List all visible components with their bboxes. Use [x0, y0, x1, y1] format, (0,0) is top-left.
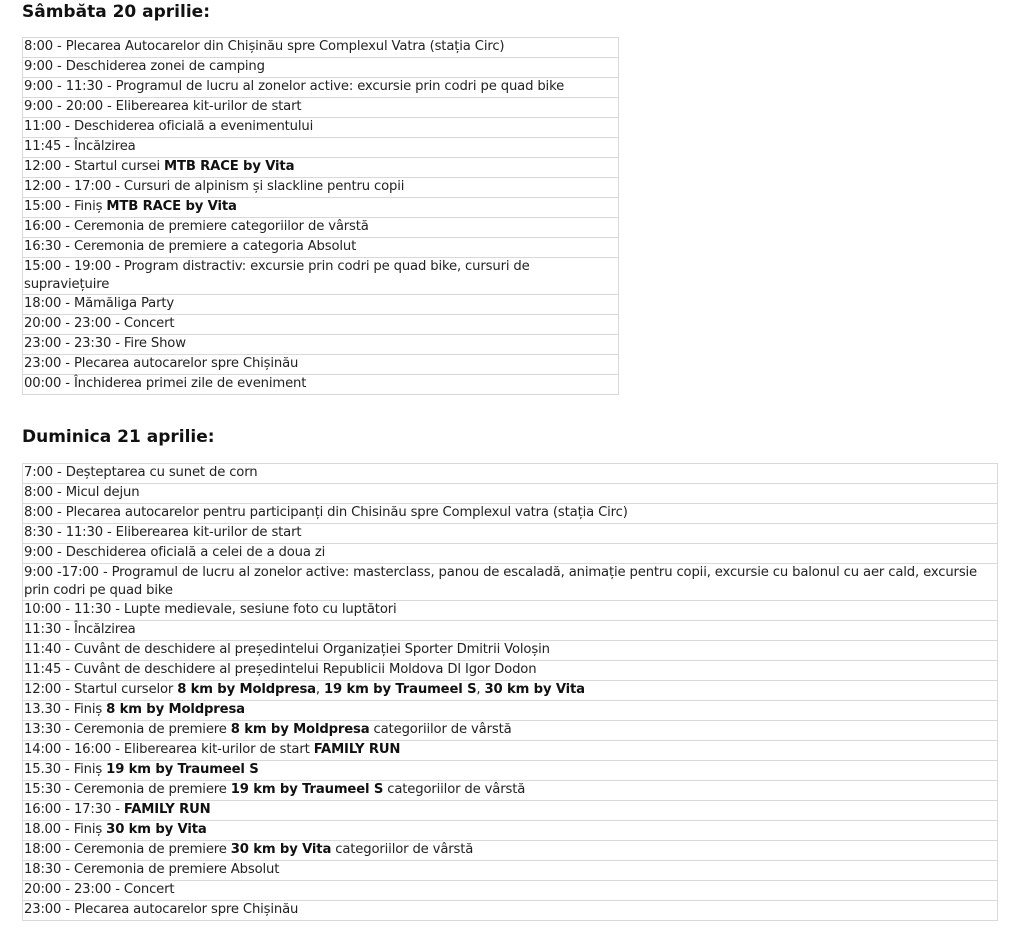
schedule-entry — [23, 158, 619, 178]
schedule-row — [23, 661, 998, 681]
schedule-text: 15:00 - 19:00 - Program distractiv: excursie prin codri pe quad bike, cursuri de supraviețuire — [24, 259, 530, 292]
schedule-text: , — [315, 682, 325, 697]
schedule-text: 18.00 - Finiș — [24, 822, 107, 837]
schedule-text: 9:00 -17:00 - Programul de lucru al zonelor active: masterclass, panou de escaladă, animație pentru copii, excursie cu balonul cu aer cald, excursie prin codri pe quad bike — [24, 565, 978, 598]
schedule-row — [23, 601, 998, 621]
event-name: 8 km by Moldpresa — [230, 722, 370, 737]
schedule-text: 15.30 - Finiș — [24, 762, 107, 777]
schedule-row — [23, 841, 998, 861]
schedule-entry — [23, 78, 619, 98]
schedule-text: 11:00 - Deschiderea oficială a evenimentului — [24, 119, 314, 134]
schedule-text: categoriilor de vârstă — [369, 722, 512, 737]
schedule-entry — [23, 761, 998, 781]
schedule-entry — [23, 901, 998, 921]
schedule-row — [23, 198, 619, 218]
schedule-entry — [23, 484, 998, 504]
schedule-text: 10:00 - 11:30 - Lupte medievale, sesiune foto cu luptători — [24, 602, 397, 617]
schedule-entry — [23, 355, 619, 375]
schedule-row — [23, 564, 998, 601]
schedule-entry — [23, 621, 998, 641]
schedule-text: 15:00 - Finiș — [24, 199, 107, 214]
schedule-text: 7:00 - Deșteptarea cu sunet de corn — [24, 465, 258, 480]
schedule-text: 11:30 - Încălzirea — [24, 622, 136, 637]
schedule-text: 14:00 - 16:00 - Eliberearea kit-urilor de start — [24, 742, 314, 757]
schedule-entry — [23, 641, 998, 661]
schedule-text: 11:45 - Cuvânt de deschidere al președintelui Republicii Moldova Dl Igor Dodon — [24, 662, 537, 677]
schedule-text: 9:00 - Deschiderea oficială a celei de a doua zi — [24, 545, 326, 560]
schedule-text: 18:00 - Ceremonia de premiere — [24, 842, 231, 857]
schedule-entry — [23, 544, 998, 564]
schedule-text: categoriilor de vârstă — [383, 782, 526, 797]
schedule-text: 12:00 - Startul cursei — [24, 159, 164, 174]
schedule-text: 8:00 - Plecarea autocarelor pentru participanți din Chisinău spre Complexul vatra (stația Circ) — [24, 505, 628, 520]
event-name: 19 km by Traumeel S — [230, 782, 384, 797]
schedule-text: 15:30 - Ceremonia de premiere — [24, 782, 231, 797]
event-name: FAMILY RUN — [313, 742, 401, 757]
schedule-entry — [23, 315, 619, 335]
schedule-row — [23, 621, 998, 641]
schedule-row — [23, 78, 619, 98]
schedule-row — [23, 258, 619, 295]
schedule-text: 16:30 - Ceremonia de premiere a categoria Absolut — [24, 239, 357, 254]
schedule-entry — [23, 881, 998, 901]
sunday-schedule-table — [22, 463, 998, 921]
schedule-row — [23, 701, 998, 721]
event-name: 30 km by Vita — [106, 822, 207, 837]
schedule-text: 16:00 - 17:30 - — [24, 802, 124, 817]
schedule-row — [23, 118, 619, 138]
schedule-row — [23, 484, 998, 504]
schedule-row — [23, 741, 998, 761]
schedule-row — [23, 58, 619, 78]
schedule-row — [23, 98, 619, 118]
schedule-row — [23, 295, 619, 315]
schedule-row — [23, 218, 619, 238]
schedule-entry — [23, 58, 619, 78]
schedule-entry — [23, 701, 998, 721]
event-name: 19 km by Traumeel S — [324, 682, 477, 697]
schedule-entry — [23, 375, 619, 395]
schedule-row — [23, 335, 619, 355]
schedule-row — [23, 761, 998, 781]
schedule-row — [23, 861, 998, 881]
schedule-text: 9:00 - 20:00 - Eliberearea kit-urilor de start — [24, 99, 302, 114]
schedule-row — [23, 38, 619, 58]
schedule-entry — [23, 841, 998, 861]
schedule-text: 12:00 - 17:00 - Cursuri de alpinism și slackline pentru copii — [24, 179, 405, 194]
schedule-text: categoriilor de vârstă — [331, 842, 474, 857]
schedule-text: 00:00 - Închiderea primei zile de eveniment — [24, 376, 307, 391]
schedule-row — [23, 721, 998, 741]
schedule-entry — [23, 98, 619, 118]
schedule-entry — [23, 118, 619, 138]
schedule-entry — [23, 238, 619, 258]
schedule-row — [23, 504, 998, 524]
schedule-entry — [23, 504, 998, 524]
schedule-entry — [23, 741, 998, 761]
schedule-row — [23, 178, 619, 198]
schedule-entry — [23, 564, 998, 601]
schedule-entry — [23, 38, 619, 58]
event-name: 19 km by Traumeel S — [106, 762, 259, 777]
schedule-row — [23, 355, 619, 375]
schedule-entry — [23, 218, 619, 238]
schedule-row — [23, 881, 998, 901]
schedule-row — [23, 801, 998, 821]
event-name: 8 km by Moldpresa — [106, 702, 245, 717]
schedule-text: 16:00 - Ceremonia de premiere categoriilor de vârstă — [24, 219, 369, 234]
event-name: 30 km by Vita — [484, 682, 585, 697]
schedule-entry — [23, 295, 619, 315]
schedule-entry — [23, 524, 998, 544]
schedule-entry — [23, 721, 998, 741]
schedule-text: 11:40 - Cuvânt de deschidere al președintelui Organizației Sporter Dmitrii Voloșin — [24, 642, 550, 657]
schedule-row — [23, 158, 619, 178]
schedule-entry — [23, 861, 998, 881]
schedule-entry — [23, 335, 619, 355]
schedule-text: 9:00 - 11:30 - Programul de lucru al zonelor active: excursie prin codri pe quad bike — [24, 79, 565, 94]
schedule-row — [23, 901, 998, 921]
event-name: MTB RACE by Vita — [164, 159, 295, 174]
schedule-text: 23:00 - 23:30 - Fire Show — [24, 336, 186, 351]
saturday-schedule-table — [22, 37, 619, 395]
schedule-text: 13.30 - Finiș — [24, 702, 107, 717]
sunday-heading: Duminica 21 aprilie: — [22, 427, 215, 447]
schedule-row — [23, 821, 998, 841]
schedule-entry — [23, 464, 998, 484]
event-name: 30 km by Vita — [230, 842, 332, 857]
schedule-row — [23, 238, 619, 258]
schedule-entry — [23, 681, 998, 701]
schedule-text: 8:30 - 11:30 - Eliberearea kit-urilor de start — [24, 525, 302, 540]
schedule-text: 8:00 - Plecarea Autocarelor din Chișinău spre Complexul Vatra (stația Circ) — [24, 39, 505, 54]
schedule-row — [23, 524, 998, 544]
schedule-text: 13:30 - Ceremonia de premiere — [24, 722, 231, 737]
saturday-heading: Sâmbăta 20 aprilie: — [22, 2, 210, 22]
event-name: FAMILY RUN — [123, 802, 211, 817]
schedule-text: 20:00 - 23:00 - Concert — [24, 882, 175, 897]
schedule-text: 18:30 - Ceremonia de premiere Absolut — [24, 862, 280, 877]
schedule-entry — [23, 781, 998, 801]
schedule-row — [23, 464, 998, 484]
schedule-text: 12:00 - Startul curselor — [24, 682, 178, 697]
schedule-row — [23, 681, 998, 701]
schedule-text: 18:00 - Mămăliga Party — [24, 296, 175, 311]
schedule-row — [23, 781, 998, 801]
schedule-row — [23, 641, 998, 661]
event-name: 8 km by Moldpresa — [177, 682, 316, 697]
schedule-entry — [23, 661, 998, 681]
event-name: MTB RACE by Vita — [106, 199, 237, 214]
schedule-text: 23:00 - Plecarea autocarelor spre Chișinău — [24, 356, 299, 371]
schedule-entry — [23, 821, 998, 841]
schedule-entry — [23, 801, 998, 821]
schedule-entry — [23, 178, 619, 198]
schedule-row — [23, 138, 619, 158]
schedule-entry — [23, 198, 619, 218]
schedule-text: 20:00 - 23:00 - Concert — [24, 316, 175, 331]
schedule-text: 8:00 - Micul dejun — [24, 485, 140, 500]
schedule-text: 11:45 - Încălzirea — [24, 139, 136, 154]
schedule-text: 23:00 - Plecarea autocarelor spre Chișinău — [24, 902, 299, 917]
schedule-entry — [23, 601, 998, 621]
schedule-row — [23, 315, 619, 335]
schedule-entry — [23, 258, 619, 295]
schedule-row — [23, 544, 998, 564]
schedule-entry — [23, 138, 619, 158]
schedule-text: , — [476, 682, 485, 697]
schedule-row — [23, 375, 619, 395]
schedule-text: 9:00 - Deschiderea zonei de camping — [24, 59, 265, 74]
